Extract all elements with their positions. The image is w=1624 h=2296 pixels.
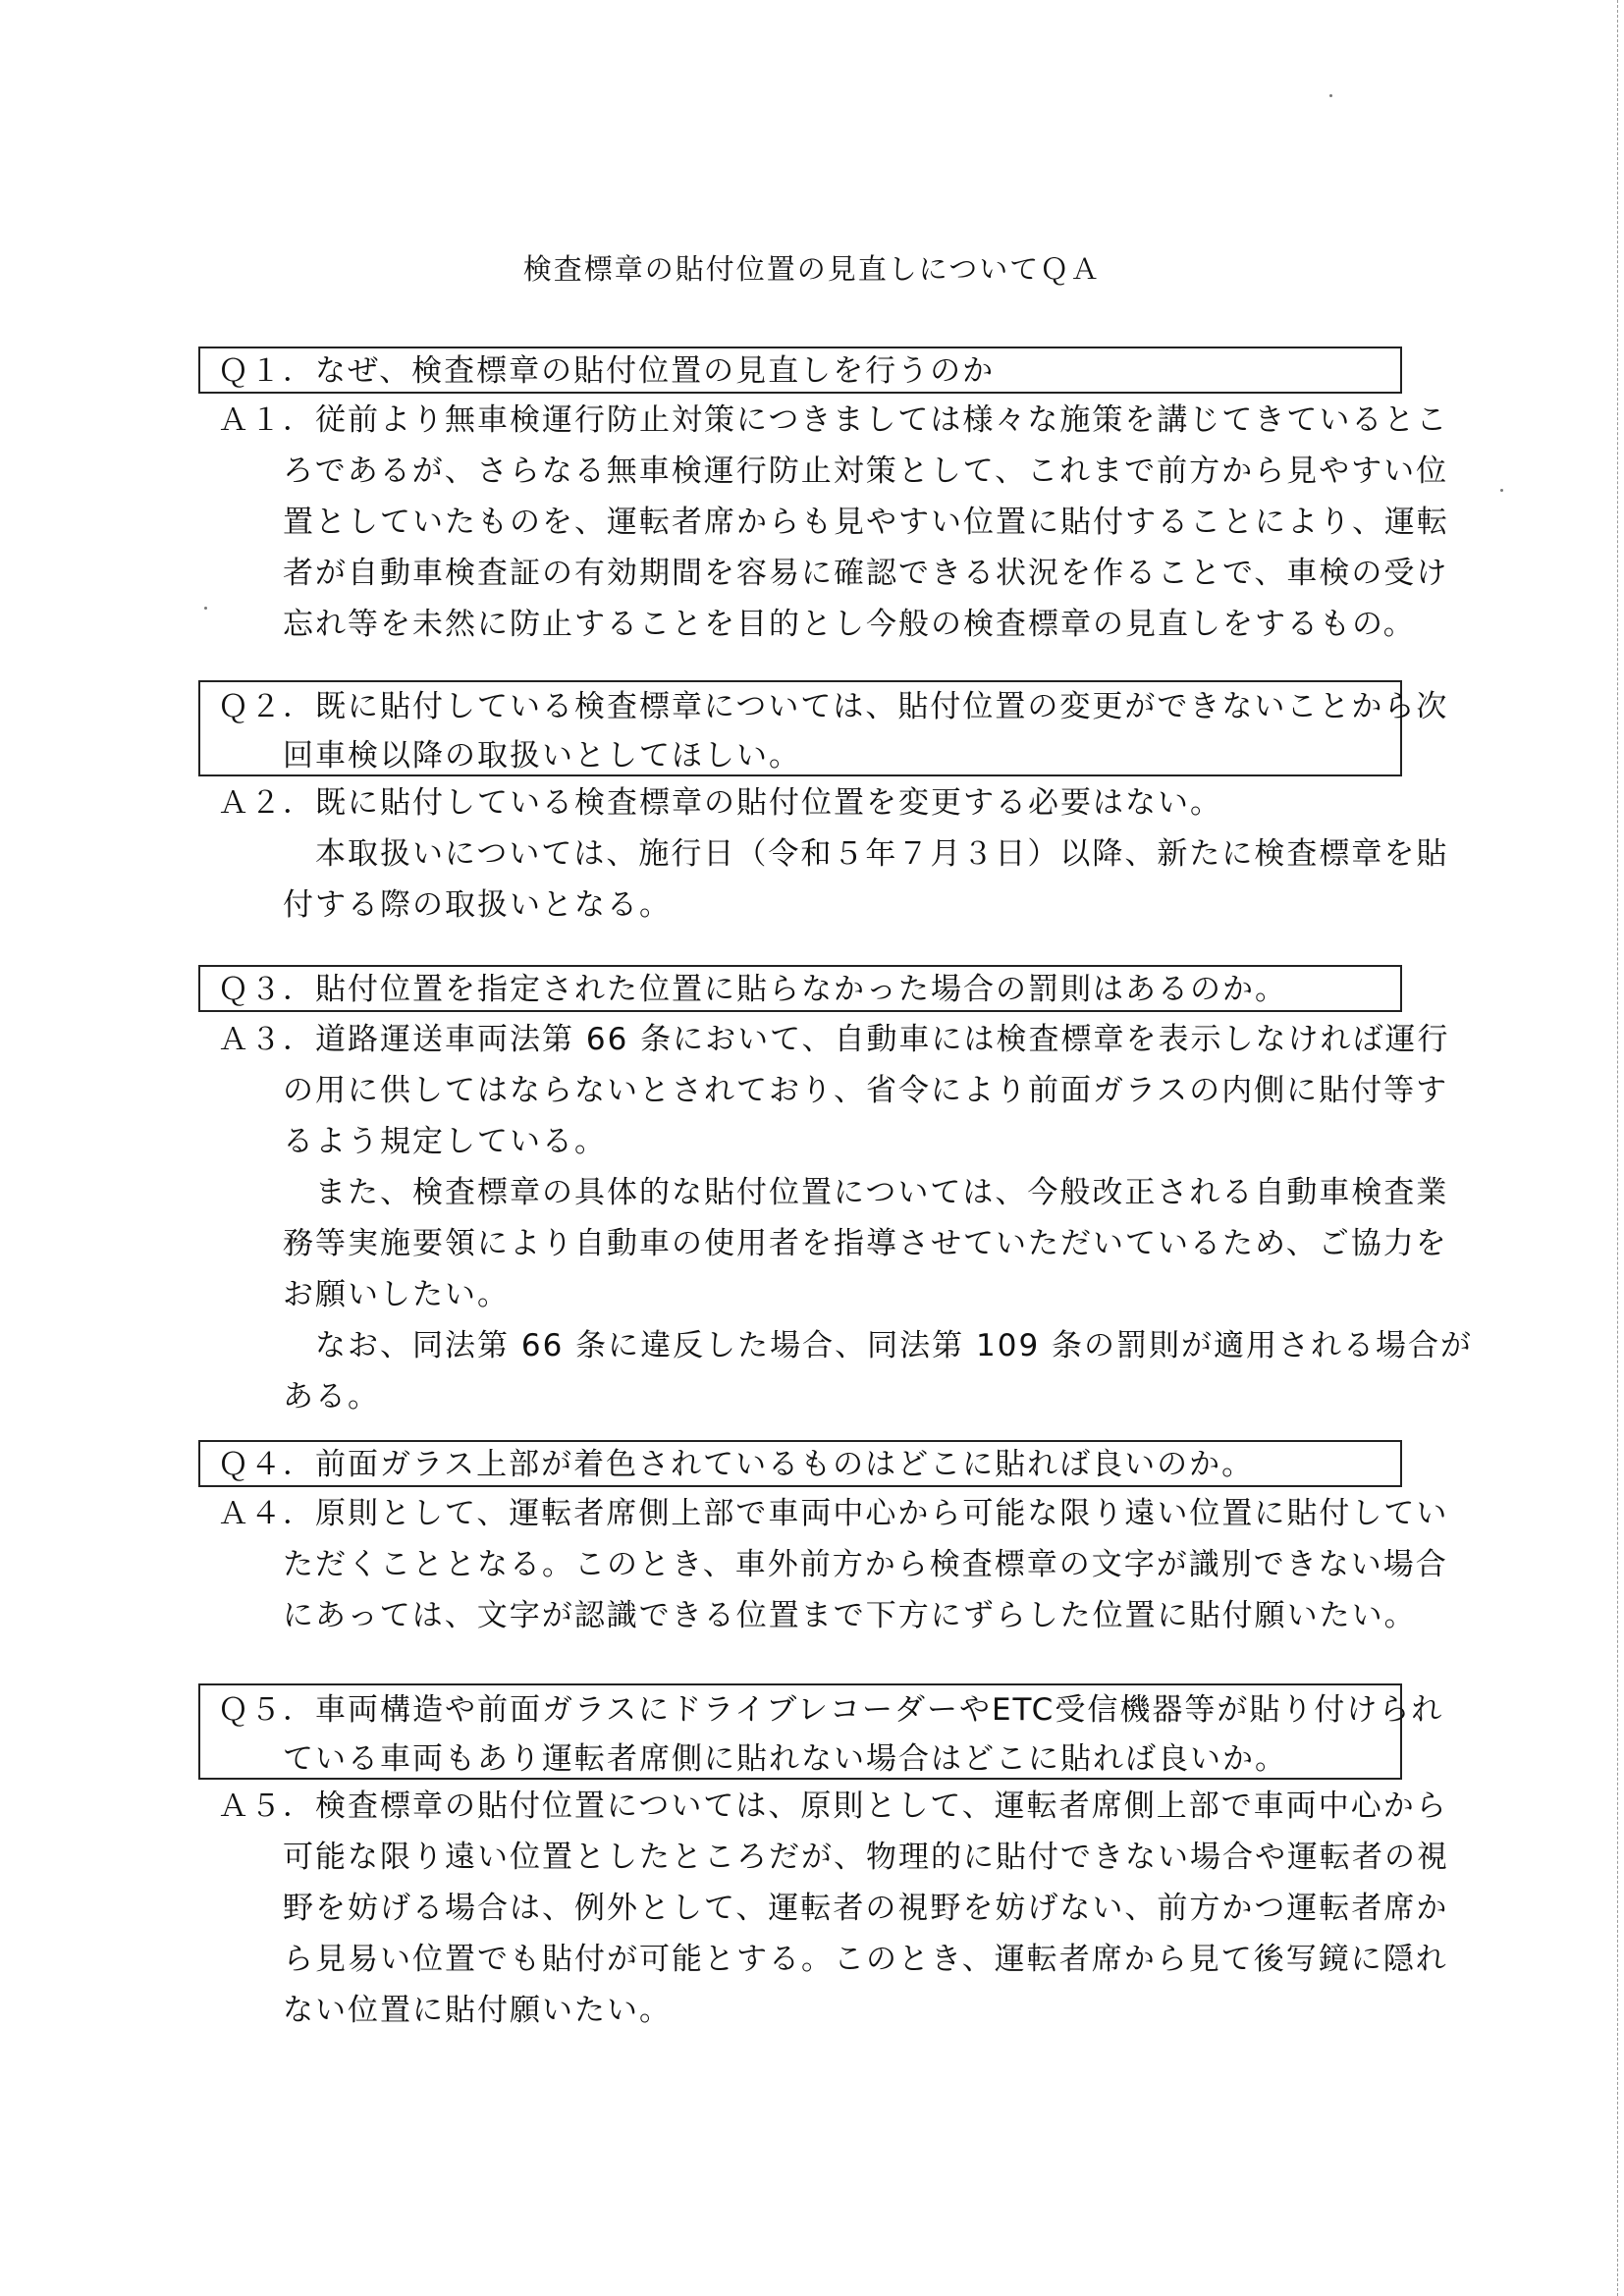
- answer-line: ない位置に貼付願いたい。: [218, 1993, 672, 2028]
- answer-line: 付する際の取扱いとなる。: [218, 887, 672, 923]
- answer-block: [218, 777, 1449, 931]
- answer-line: 忘れ等を未然に防止することを目的とし今般の検査標章の見直しをするもの。: [218, 607, 1416, 642]
- answer-line: Ａ４．原則として、運転者席側上部で車両中心から可能な限り遠い位置に貼付してい: [218, 1496, 1449, 1531]
- scan-speck: [1329, 94, 1332, 97]
- answer-line: るよう規定している。: [218, 1124, 607, 1159]
- question-box: [198, 680, 1449, 776]
- answer-line: 野を妨げる場合は、例外として、運転者の視野を妨げない、前方かつ運転者席か: [218, 1891, 1449, 1926]
- question-box: [198, 1440, 1402, 1487]
- answer-line: ろであるが、さらなる無車検運行防止対策として、これまで前方から見やすい位: [218, 454, 1449, 489]
- answer-line: ただくこととなる。このとき、車外前方から検査標章の文字が識別できない場合: [218, 1547, 1448, 1582]
- question-box: [198, 1683, 1444, 1780]
- answer-line: ら見易い位置でも貼付が可能とする。このとき、運転者席から見て後写鏡に隠れ: [218, 1942, 1448, 1977]
- answer-block: [218, 1014, 1474, 1422]
- document-title: 検査標章の貼付位置の見直しについてＱＡ: [522, 252, 1102, 286]
- scan-edge-line: [1617, 0, 1618, 2296]
- answer-block: [218, 1488, 1449, 1641]
- scan-speck: [1500, 489, 1503, 492]
- question-line: Ｑ２．既に貼付している検査標章については、貼付位置の変更ができないことから次: [218, 689, 1449, 724]
- question-box: [198, 347, 1402, 394]
- answer-line: 務等実施要領により自動車の使用者を指導させていただいているため、ご協力を: [218, 1226, 1448, 1261]
- answer-line: 本取扱いについては、施行日（令和５年７月３日）以降、新たに検査標章を貼: [218, 836, 1449, 872]
- question-line: Ｑ１．なぜ、検査標章の貼付位置の見直しを行うのか: [218, 353, 996, 389]
- answer-block: [218, 395, 1449, 650]
- question-line: 回車検以降の取扱いとしてほしい。: [218, 738, 801, 774]
- answer-line: 者が自動車検査証の有効期間を容易に確認できる状況を作ることで、車検の受け: [218, 556, 1449, 591]
- answer-line: なお、同法第 66 条に違反した場合、同法第 109 条の罰則が適用される場合が: [218, 1328, 1474, 1363]
- question-line: Ｑ４．前面ガラス上部が着色されているものはどこに貼れば良いのか。: [218, 1447, 1255, 1482]
- answer-line: Ａ３．道路運送車両法第 66 条において、自動車には検査標章を表示しなければ運行: [218, 1022, 1450, 1057]
- answer-block: [218, 1781, 1449, 2036]
- answer-line: ある。: [218, 1379, 380, 1415]
- question-line: Ｑ５．車両構造や前面ガラスにドライブレコーダーやETC受信機器等が貼り付けられ: [218, 1692, 1444, 1728]
- answer-line: 置としていたものを、運転者席からも見やすい位置に貼付することにより、運転: [218, 505, 1449, 540]
- answer-line: また、検査標章の具体的な貼付位置については、今般改正される自動車検査業: [218, 1175, 1449, 1210]
- answer-line: の用に供してはならないとされており、省令により前面ガラスの内側に貼付等す: [218, 1073, 1449, 1108]
- question-line: ている車両もあり運転者席側に貼れない場合はどこに貼れば良いか。: [218, 1741, 1287, 1777]
- answer-line: Ａ１．従前より無車検運行防止対策につきましては様々な施策を講じてきているとこ: [218, 402, 1449, 438]
- answer-line: Ａ５．検査標章の貼付位置については、原則として、運転者席側上部で車両中心から: [218, 1789, 1448, 1824]
- scan-speck: [204, 607, 207, 610]
- answer-line: 可能な限り遠い位置としたところだが、物理的に貼付できない場合や運転者の視: [218, 1840, 1449, 1875]
- question-box: [198, 965, 1402, 1012]
- answer-line: にあっては、文字が認識できる位置まで下方にずらした位置に貼付願いたい。: [218, 1598, 1417, 1633]
- answer-line: お願いしたい。: [218, 1277, 510, 1312]
- question-line: Ｑ３．貼付位置を指定された位置に貼らなかった場合の罰則はあるのか。: [218, 972, 1287, 1007]
- answer-line: Ａ２．既に貼付している検査標章の貼付位置を変更する必要はない。: [218, 785, 1222, 821]
